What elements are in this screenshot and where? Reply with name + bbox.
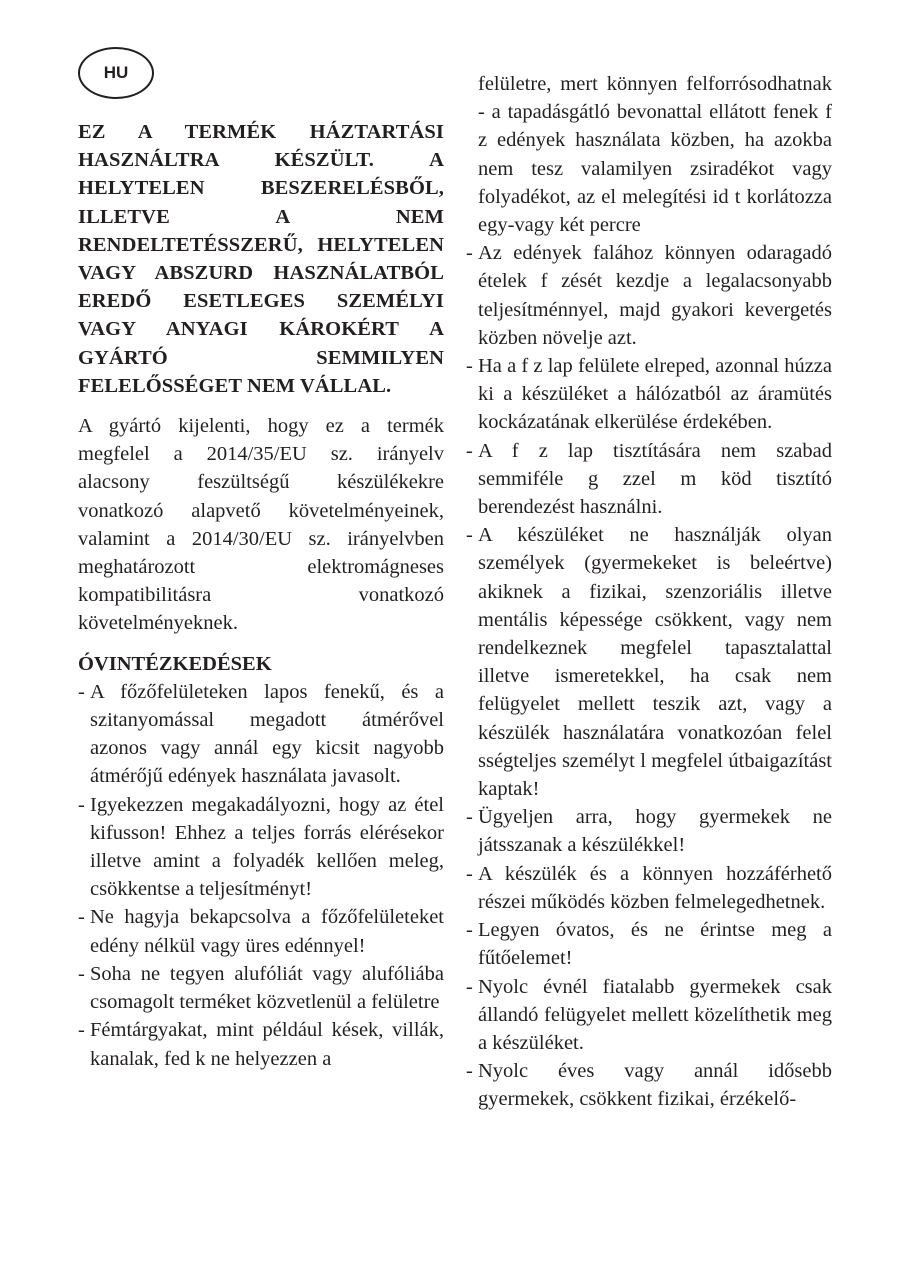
language-badge: HU [78,47,154,99]
list-item: - Ne hagyja bekapcsolva a főzőfelületeket edény nélkül vagy üres edénnyel! [78,903,444,959]
left-column [78,118,444,1073]
list-item: - Fémtárgyakat, mint például kések, villák, kanalak, fed k ne helyezzen a [78,1016,444,1072]
list-item: - Az edények falához könnyen odaragadó ételek f zését kezdje a legalacsonyabb teljesítménnyel, majd gyakori kevergetés közben növelje azt. [466,239,832,352]
list-item: - Ha a f z lap felülete elreped, azonnal húzza ki a készüléket a hálózatból az áramütés kockázatának elkerülése érdekében. [466,352,832,437]
list-item-continuation: felületre, mert könnyen felforrósodhatnak - a tapadásgátló bevonattal ellátott fenek f z edények használata közben, ha azokba nem tesz valamilyen zsiradékot vagy folyadékot, az el melegítési id t korlátozza egy-vagy két percre [478,73,832,237]
liability-warning: EZ A TERMÉK HÁZTARTÁSI HASZNÁLTRA KÉSZÜLT. A HELYTELEN BESZERELÉSBŐL, ILLETVE A NEM RENDELTETÉSSZERŰ, HELYTELEN VAGY ABSZURD HASZNÁLATBÓL EREDŐ ESETLEGES SZEMÉLYI VAGY ANYAGI KÁROKÉRT A GYÁRTÓ SEMMILYEN FELELŐSSÉGET NEM VÁLLAL. [78,121,444,397]
list-item: - Soha ne tegyen alufóliát vagy alufóliába csomagolt terméket közvetlenül a felületre [78,960,444,1016]
list-item: - A készülék és a könnyen hozzáférhető részei működés közben felmelegedhetnek. [466,860,832,916]
list-item: - A főzőfelületeken lapos fenekű, és a szitanyomással megadott átmérővel azonos vagy annál egy kicsit nagyobb átmérőjű edények használata javasolt. [78,678,444,791]
conformity-declaration: A gyártó kijelenti, hogy ez a termék megfelel a 2014/35/EU sz. irányelv alacsony feszültségű készülékekre vonatkozó alapvető követelményeinek, valamint a 2014/30/EU sz. irányelvben meghatározott elektromágneses kompatibilitásra vonatkozó követelményeknek. [78,415,444,635]
list-item: - Ügyeljen arra, hogy gyermekek ne játsszanak a készülékkel! [466,803,832,859]
precautions-list-left [78,678,444,1073]
precautions-list-right [466,70,832,1114]
right-column [466,70,832,1114]
precautions-heading: ÓVINTÉZKEDÉSEK [78,652,272,675]
list-item: - Nyolc évnél fiatalabb gyermekek csak állandó felügyelet mellett közelíthetik meg a készüléket. [466,973,832,1058]
list-item: - A f z lap tisztítására nem szabad semmiféle g zzel m köd tisztító berendezést használni. [466,437,832,522]
list-item: - A készüléket ne használják olyan személyek (gyermekeket is beleértve) akiknek a fizikai, szenzoriális illetve mentális képessége csökkent, vagy nem rendelkeznek megfelel tapasztalattal illetve ismeretekkel, ha csak nem felügyelet mellett teszik azt, vagy a készülék használatára vonatkozóan felel sségteljes személyt l megfelel útbaigazítást kaptak! [466,521,832,803]
list-item: - Legyen óvatos, és ne érintse meg a fűtőelemet! [466,916,832,972]
list-item: - Nyolc éves vagy annál idősebb gyermekek, csökkent fizikai, érzékelő- [466,1057,832,1113]
list-item: - Igyekezzen megakadályozni, hogy az étel kifusson! Ehhez a teljes forrás elérésekor illetve amint a folyadék kellően meleg, csökkentse a teljesítményt! [78,791,444,904]
